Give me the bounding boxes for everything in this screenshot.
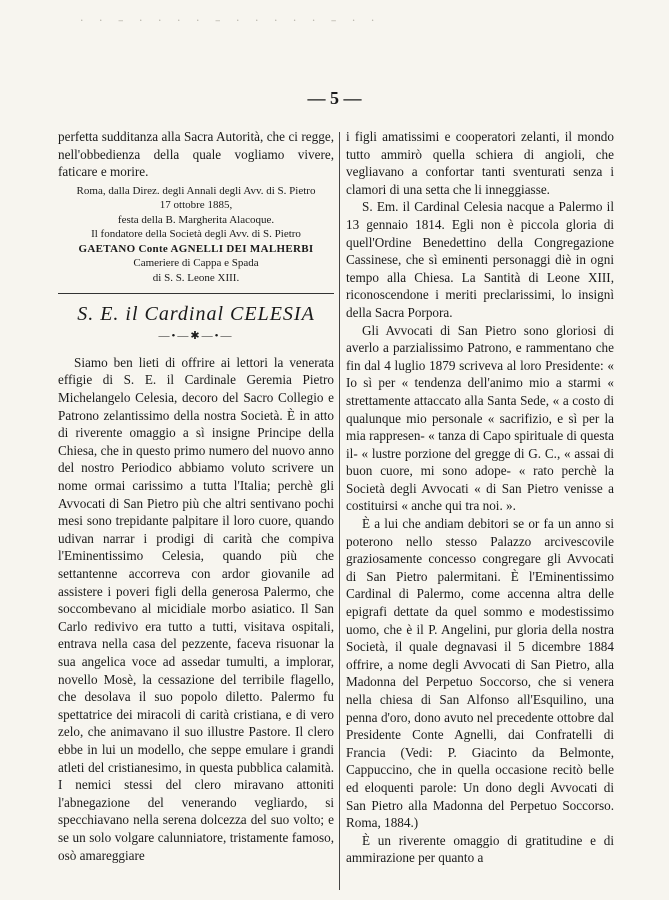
signature-line: 17 ottobre 1885,: [159, 199, 233, 212]
paragraph-3: Gli Avvocati di San Pietro sono gloriosi di averlo a parzialissimo Patrono, e rammentano che fin dal 4 luglio 1879 scriveva al loro Presidente: « Io sì per « tendenza dell'animo mio a starmi « strettamente attaccato alla Santa Sede, « a costo di qualunque mio personale « sacrifizio, e sì per la mia rappresen- « tanza di Capo spirituale di questa il- « lustre porzione del gregge di G. C., « assai di buon cuore, mi sono adope- « rato perchè la Società degli Avvocati « di San Pietro venisse a costituirsi « anche qui tra noi. ».: [346, 322, 614, 514]
signature-line: Cameriere di Cappa e Spada: [133, 257, 259, 270]
signature-line: Il fondatore della Società degli Avv. di S. Pietro: [91, 228, 301, 241]
signature-line: festa della B. Margherita Alacoque.: [117, 213, 275, 226]
right-column: [346, 128, 614, 867]
signature-line: di S. S. Leone XIII.: [152, 271, 240, 284]
intro-paragraph: perfetta sudditanza alla Sacra Autorità, che ci regge, nell'obbedienza della quale vogliamo vivere, faticare e morire.: [58, 129, 334, 180]
page-number: — 5 —: [307, 88, 362, 108]
left-column: [58, 128, 334, 864]
faint-top-marks: · · – · · · · – · · · · · – · ·: [80, 14, 381, 27]
title-ornament: —•—✱—•—: [158, 330, 234, 343]
section-separator: [58, 293, 334, 294]
signature-line: Roma, dalla Direz. degli Annali degli Avv. di S. Pietro: [76, 184, 316, 197]
paragraph-2: S. Em. il Cardinal Celesia nacque a Palermo il 13 gennaio 1814. Egli non è piccola gloria di quell'Ordine Benedettino della Congregazione Cassinese, che sì eminenti personaggi diè in ogni tempo alla Chiesa. La Santità di Leone XIII, riconoscendone i meriti preclarissimi, lo insignì della Sacra Porpora.: [346, 199, 614, 320]
column-divider: [339, 132, 340, 890]
signature-name: GAETANO Conte AGNELLI DEI MALHERBI: [78, 242, 314, 255]
article-title: S. E. il Cardinal CELESIA: [77, 303, 315, 326]
article-body: Siamo ben lieti di offrire ai lettori la venerata effigie di S. E. il Cardinale Geremia Pietro Michelangelo Celesia, decoro del Sacro Collegio e Patrono zelantissimo della nostra Società. È in atto di riverente omaggio a sì insigne Principe della Chiesa, che in questo primo numero del nuovo anno del nostro Periodico abbiamo voluto scrivere un nome ormai carissimo a tutta l'Italia; perchè gli Avvocati di San Pietro più che altri sentivano pochi mesi sono trepidante palpitare il loro cuore, quando udivan narrar i prodigi di carità che compiva l'Eminentissimo Celesia, quando più che settantenne accorreva con ardor giovanile ad assistere i poveri figli della generosa Palermo, che soccombevano al micidiale morbo asiatico. Il San Carlo redivivo era tutto a tutti, visitava ospitali, entrava nella casa del pezzente, faceva risuonar la sua angelica voce ad assedar tumulti, a implorar, novello Mosè, la cessazione del terribile flagello, che desolava il suo popolo diletto. Palermo fu spettatrice dei miracoli di carità cristiana, e di vero zelo, che animavano il suo illustre Pastore. Il clero ebbe in lui un modello, che seppe emulare i grandi atleti del cristianesimo, in questa pubblica calamità. I nemici stessi del clero miravano attoniti l'abnegazione del venerando vegliardo, si specchiavano nella serena dolcezza del suo volto; e se un solo volgare calunniatore, tristamente famoso, osò amareggiare: [58, 354, 334, 863]
paragraph-4: È a lui che andiam debitori se or fa un anno si poterono nello stesso Palazzo arcivescovile graziosamente concesso congregare gli Avvocati di San Pietro palermitani. È l'Eminentissimo Cardinal di Palermo, come accenna altra delle epigrafi dettate da quel sommo e modestissimo uomo, che è il P. Angelini, pur gloria della nostra Società, il quale degnavasi il 5 dicembre 1884 offrire, a nome degli Avvocati di San Pietro, alla Madonna del Perpetuo Soccorso, che si venera nella chiesa di San Alfonso all'Esquilino, una penna d'oro, dono avuto nel precedente ottobre dal Presidente Conte Agnelli, dai Confratelli di Francia (Vedi: P. Giacinto da Belmonte, Cappuccino, che in quella occasione recitò belle ed eloquenti parole: Un dono degli Avvocati di San Pietro alla Madonna del Perpetuo Soccorso. Roma, 1884.): [346, 516, 614, 831]
paragraph-5: È un riverente omaggio di gratitudine e di ammirazione per quanto a: [346, 832, 614, 866]
paragraph-1: i figli amatissimi e cooperatori zelanti, il mondo tutto ammirò quella schiera di angioli, che vegliavano a confortar tanti sventurati senza i clamori di una setta che li inneggiasse.: [346, 129, 614, 197]
